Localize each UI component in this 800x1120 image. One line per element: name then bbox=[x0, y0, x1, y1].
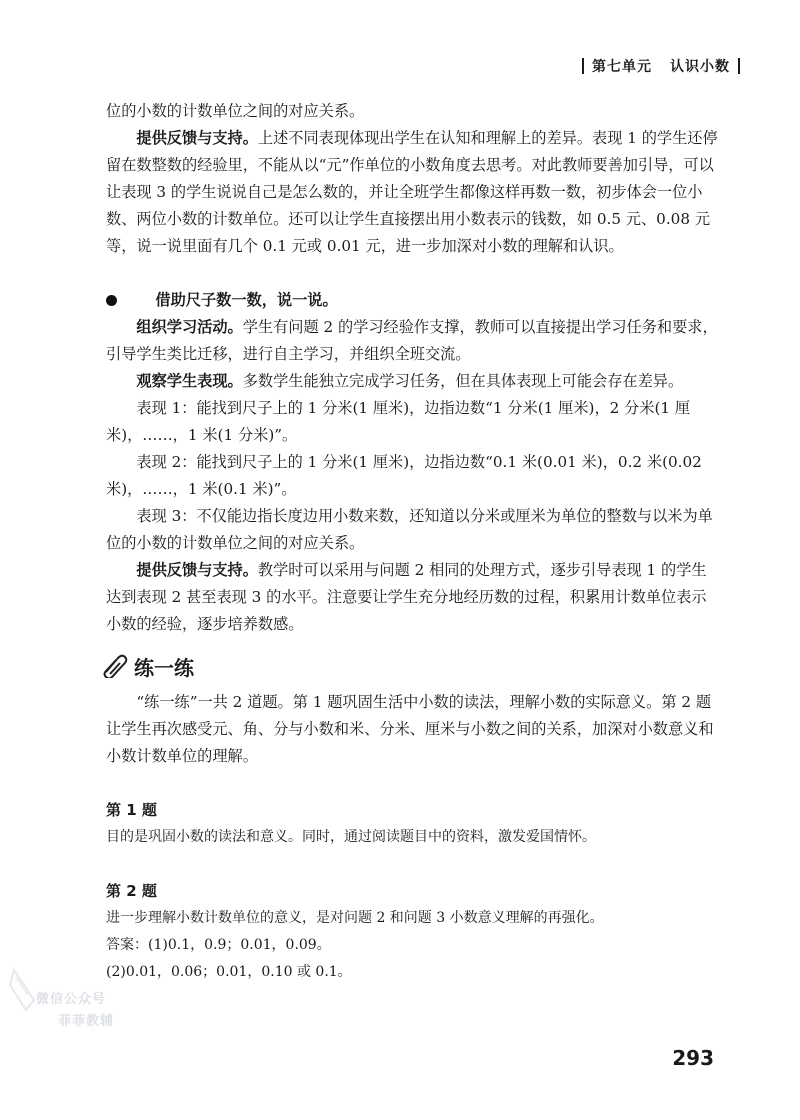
paragraph: 位的小数的计数单位之间的对应关系。 bbox=[106, 102, 365, 120]
paragraph: 表现 3：不仅能边指长度边用小数来数，还知道以分米或厘米为单位的整数与以米为单位的小数的计数单位之间的对应关系。 bbox=[106, 507, 713, 552]
paragraph-text: 教学时可以采用与问题 2 相同的处理方式，逐步引导表现 1 的学生达到表现 2 甚至表现 3 的水平。注意要让学生充分地经历数的过程，积累用计数单位表示小数的经验，逐步培养数感。 bbox=[106, 561, 707, 633]
question-text: 进一步理解小数计数单位的意义，是对问题 2 和问题 3 小数意义理解的再强化。 bbox=[106, 910, 604, 926]
header-unit: 第七单元 bbox=[592, 59, 652, 75]
paragraph-text: 多数学生能独立完成学习任务，但在具体表现上可能会存在差异。 bbox=[242, 372, 684, 390]
paperclip-icon bbox=[100, 652, 130, 685]
answer-line: 答案：(1)0.1，0.9；0.01，0.09。 bbox=[106, 937, 331, 953]
page-number: 293 bbox=[672, 1046, 714, 1070]
header-topic: 认识小数 bbox=[670, 59, 730, 75]
bullet-icon bbox=[106, 295, 117, 306]
paragraph bbox=[106, 368, 718, 395]
header-divider bbox=[582, 58, 584, 74]
bullet-text: 借助尺子数一数，说一说。 bbox=[155, 291, 338, 309]
paragraph: 表现 1：能找到尺子上的 1 分米(1 厘米)，边指边数“1 分米(1 厘米)，2 分米(1 厘米)，……，1 米(1 分米)”。 bbox=[106, 399, 691, 444]
watermark-line: 微信公众号 bbox=[36, 992, 107, 1007]
running-header bbox=[582, 56, 740, 76]
watermark-line: 菲菲教辅 bbox=[58, 1014, 115, 1029]
paragraph bbox=[106, 314, 718, 368]
question-title: 第 1 题 bbox=[106, 801, 157, 819]
paragraph bbox=[106, 125, 718, 260]
paragraph-text: 学生有问题 2 的学习经验作支撑，教师可以直接提出学习任务和要求，引导学生类比迁移，进行自主学习，并组织全班交流。 bbox=[106, 318, 718, 363]
paragraph-label: 组织学习活动。 bbox=[136, 318, 243, 336]
watermark bbox=[6, 960, 146, 1050]
header-divider bbox=[738, 58, 740, 74]
paragraph-text: 上述不同表现体现出学生在认知和理解上的差异。表现 1 的学生还停留在数整数的经验里，不能从以“元”作单位的小数角度去思考。对此教师要善加引导，可以让表现 3 的学生说说自己是怎么数的，并让全班学生都像这样再数一数，初步体会一位小数、两位小数的计数单位。还可以让学生直接摆出用小数表示的钱数，如 0.5 元、0.08 元等，说一说里面有几个 0.1 元或 0.01 元，进一步加深对小数的理解和认识。 bbox=[106, 129, 718, 255]
section-bullet bbox=[106, 287, 718, 314]
practice-heading bbox=[100, 652, 718, 685]
paragraph-label: 提供反馈与支持。 bbox=[136, 129, 258, 147]
paragraph: “练一练”一共 2 道题。第 1 题巩固生活中小数的读法，理解小数的实际意义。第 2 题让学生再次感受元、角、分与小数和米、分米、厘米与小数之间的关系，加深对小数意义和小数计数单位的理解。 bbox=[106, 693, 714, 765]
practice-title: 练一练 bbox=[134, 656, 194, 680]
paragraph-label: 观察学生表现。 bbox=[136, 372, 243, 390]
paragraph bbox=[106, 557, 718, 638]
main-content bbox=[106, 98, 718, 986]
question-text: 目的是巩固小数的读法和意义。同时，通过阅读题目中的资料，激发爱国情怀。 bbox=[106, 829, 596, 845]
paragraph: 表现 2：能找到尺子上的 1 分米(1 厘米)，边指边数“0.1 米(0.01 米)，0.2 米(0.02 米)，……，1 米(0.1 米)”。 bbox=[106, 453, 702, 498]
question-title: 第 2 题 bbox=[106, 882, 157, 900]
answer-line: (2)0.01，0.06；0.01，0.10 或 0.1。 bbox=[106, 964, 352, 980]
paragraph-label: 提供反馈与支持。 bbox=[136, 561, 258, 579]
